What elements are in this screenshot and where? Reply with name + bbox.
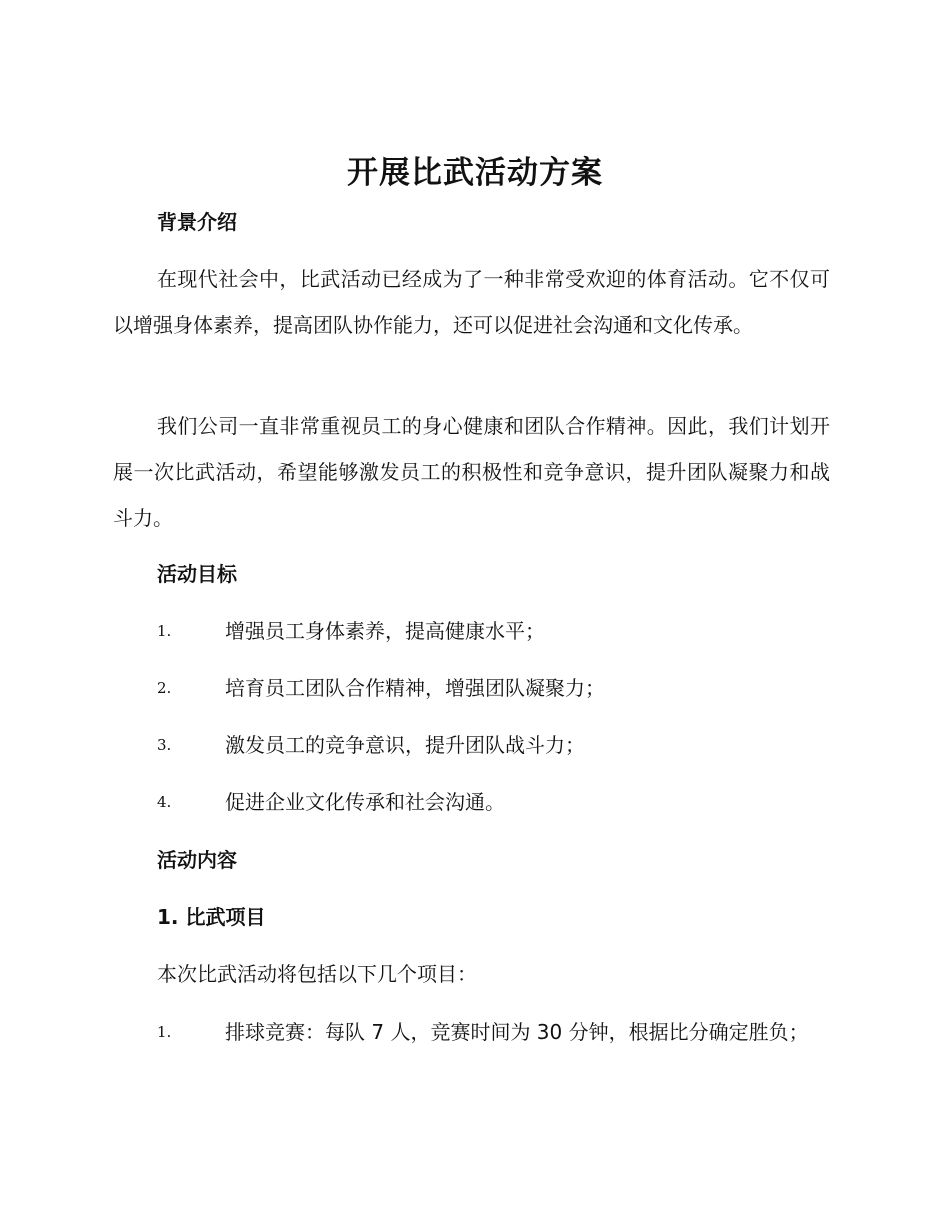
list-number: 4. [157, 793, 172, 811]
goal-list-item [0, 616, 950, 646]
list-text: 排球竞赛：每队 7 人，竞赛时间为 30 分钟，根据比分确定胜负； [225, 1020, 809, 1044]
document-title: 开展比武活动方案 [347, 155, 603, 191]
content-intro: 本次比武活动将包括以下几个项目： [157, 962, 477, 986]
event-list-item [113, 1009, 813, 1055]
background-paragraph-2: 我们公司一直非常重视员工的身心健康和团队合作精神。因此，我们计划开展一次比武活动，希望能够激发员工的积极性和竞争意识，提升团队凝聚力和战斗力。 [113, 414, 830, 530]
list-text: 增强员工身体素养，提高健康水平； [225, 619, 545, 643]
list-number: 1. [157, 1023, 172, 1041]
background-paragraph-1: 在现代社会中，比武活动已经成为了一种非常受欢迎的体育活动。它不仅可以增强身体素养，提高团队协作能力，还可以促进社会沟通和文化传承。 [113, 267, 830, 337]
list-text: 促进企业文化传承和社会沟通。 [225, 790, 505, 814]
goal-list-item [0, 787, 950, 817]
list-number: 3. [157, 736, 172, 754]
list-text: 激发员工的竞争意识，提升团队战斗力； [225, 733, 585, 757]
section-heading-background: 背景介绍 [157, 210, 237, 234]
subsection-heading-events: 1. 比武项目 [157, 905, 266, 929]
goal-list-item [0, 730, 950, 760]
list-number: 1. [157, 622, 172, 640]
section-heading-content: 活动内容 [157, 848, 237, 872]
list-text: 培育员工团队合作精神，增强团队凝聚力； [225, 676, 605, 700]
section-heading-goals: 活动目标 [157, 562, 237, 586]
list-number: 2. [157, 679, 172, 697]
goal-list-item [0, 673, 950, 703]
